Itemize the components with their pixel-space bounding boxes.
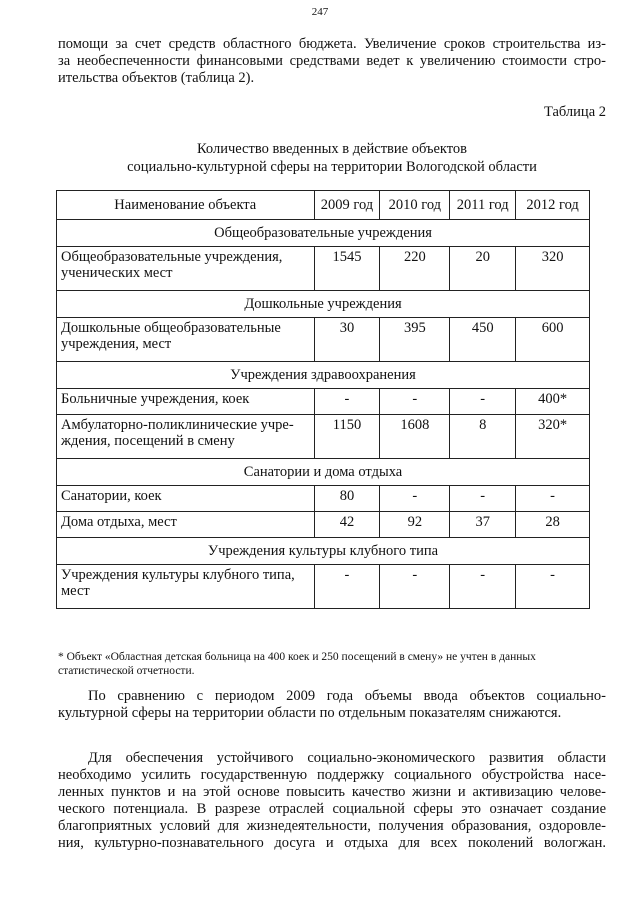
table-footnote: * Объект «Областная детская больница на 400 коек и 250 посещений в смену» не учтен в данных статистической отчетности. bbox=[58, 651, 536, 677]
cell-value: - bbox=[314, 389, 380, 415]
text-line: ленных пунктов и на этой основе повысить качество жизни и активизацию челове- bbox=[58, 784, 606, 800]
header-cell: Наименование объекта bbox=[57, 191, 315, 220]
text-line: необходимо усилить государственную поддержку социального обустройства насе- bbox=[58, 767, 606, 783]
cell-value: 92 bbox=[380, 512, 450, 538]
cell-value: - bbox=[516, 486, 590, 512]
cell-value: - bbox=[450, 389, 516, 415]
section-row bbox=[57, 459, 590, 486]
row-name: Общеобразовательные учреждения, ученических мест bbox=[57, 247, 315, 291]
cell-value: - bbox=[450, 486, 516, 512]
header-cell: 2011 год bbox=[450, 191, 516, 220]
paragraph-support bbox=[58, 750, 606, 852]
cell-value: 320* bbox=[516, 415, 590, 459]
row-name: Санатории, коек bbox=[57, 486, 315, 512]
table-title-line: социально-культурной сферы на территории Вологодской области bbox=[127, 159, 537, 175]
row-name: Дошкольные общеобразовательные учреждения, мест bbox=[57, 318, 315, 362]
cell-value: - bbox=[314, 565, 380, 609]
table-row bbox=[57, 318, 590, 362]
table-row bbox=[57, 486, 590, 512]
cell-value: - bbox=[516, 565, 590, 609]
section-row bbox=[57, 220, 590, 247]
row-name: Больничные учреждения, коек bbox=[57, 389, 315, 415]
header-cell: 2009 год bbox=[314, 191, 380, 220]
data-table bbox=[56, 190, 590, 609]
text-line: помощи за счет средств областного бюджета. Увеличение сроков строительства из- bbox=[58, 36, 606, 52]
cell-value: 395 bbox=[380, 318, 450, 362]
table-title-line: Количество введенных в действие объектов bbox=[196, 141, 468, 157]
section-title: Санатории и дома отдыха bbox=[57, 459, 590, 486]
header-cell: 2010 год bbox=[380, 191, 450, 220]
cell-value: 8 bbox=[450, 415, 516, 459]
cell-value: 220 bbox=[380, 247, 450, 291]
cell-value: 1545 bbox=[314, 247, 380, 291]
cell-value: 1150 bbox=[314, 415, 380, 459]
cell-value: 20 bbox=[450, 247, 516, 291]
text-line: Для обеспечения устойчивого социально-экономического развития области bbox=[88, 750, 606, 766]
cell-value: 28 bbox=[516, 512, 590, 538]
table-title bbox=[58, 140, 606, 176]
table-header-row bbox=[57, 191, 590, 220]
cell-value: 1608 bbox=[380, 415, 450, 459]
section-row bbox=[57, 538, 590, 565]
text-line: за необеспеченности финансовыми средствами ведет к увеличению стоимости стро- bbox=[58, 53, 606, 69]
table-row bbox=[57, 247, 590, 291]
section-title: Дошкольные учреждения bbox=[57, 291, 590, 318]
row-name: Амбулаторно-поликлинические учре-ждения, посещений в смену bbox=[57, 415, 315, 459]
paragraph-comparison bbox=[58, 688, 606, 722]
text-line: ческого потенциала. В разрезе отраслей социальной сферы это означает создание bbox=[58, 801, 606, 817]
cell-value: 30 bbox=[314, 318, 380, 362]
intro-paragraph bbox=[58, 36, 606, 87]
cell-value: 450 bbox=[450, 318, 516, 362]
cell-value: - bbox=[380, 486, 450, 512]
header-cell: 2012 год bbox=[516, 191, 590, 220]
table-row bbox=[57, 512, 590, 538]
cell-value: 400* bbox=[516, 389, 590, 415]
cell-value: - bbox=[380, 565, 450, 609]
cell-value: - bbox=[450, 565, 516, 609]
section-title: Учреждения культуры клубного типа bbox=[57, 538, 590, 565]
text-line: ительства объектов (таблица 2). bbox=[58, 70, 255, 86]
page-number: 247 bbox=[311, 6, 329, 18]
text-line: благоприятных условий для жизнедеятельности, получения образования, оздоровле- bbox=[58, 818, 606, 834]
text-line: ния, культурно-познавательного досуга и отдыха для всех поколений вологжан. bbox=[58, 835, 606, 851]
section-row bbox=[57, 362, 590, 389]
cell-value: 80 bbox=[314, 486, 380, 512]
cell-value: 320 bbox=[516, 247, 590, 291]
cell-value: - bbox=[380, 389, 450, 415]
cell-value: 42 bbox=[314, 512, 380, 538]
table-row bbox=[57, 565, 590, 609]
table-label: Таблица 2 bbox=[543, 104, 606, 120]
section-row bbox=[57, 291, 590, 318]
section-title: Учреждения здравоохранения bbox=[57, 362, 590, 389]
row-name: Дома отдыха, мест bbox=[57, 512, 315, 538]
section-title: Общеобразовательные учреждения bbox=[57, 220, 590, 247]
cell-value: 37 bbox=[450, 512, 516, 538]
text-line: культурной сферы на территории области по отдельным показателям снижаются. bbox=[58, 705, 562, 721]
text-line: По сравнению с периодом 2009 года объемы ввода объектов социально- bbox=[88, 688, 606, 704]
row-name: Учреждения культуры клубного типа, мест bbox=[57, 565, 315, 609]
table-row bbox=[57, 415, 590, 459]
cell-value: 600 bbox=[516, 318, 590, 362]
table-row bbox=[57, 389, 590, 415]
